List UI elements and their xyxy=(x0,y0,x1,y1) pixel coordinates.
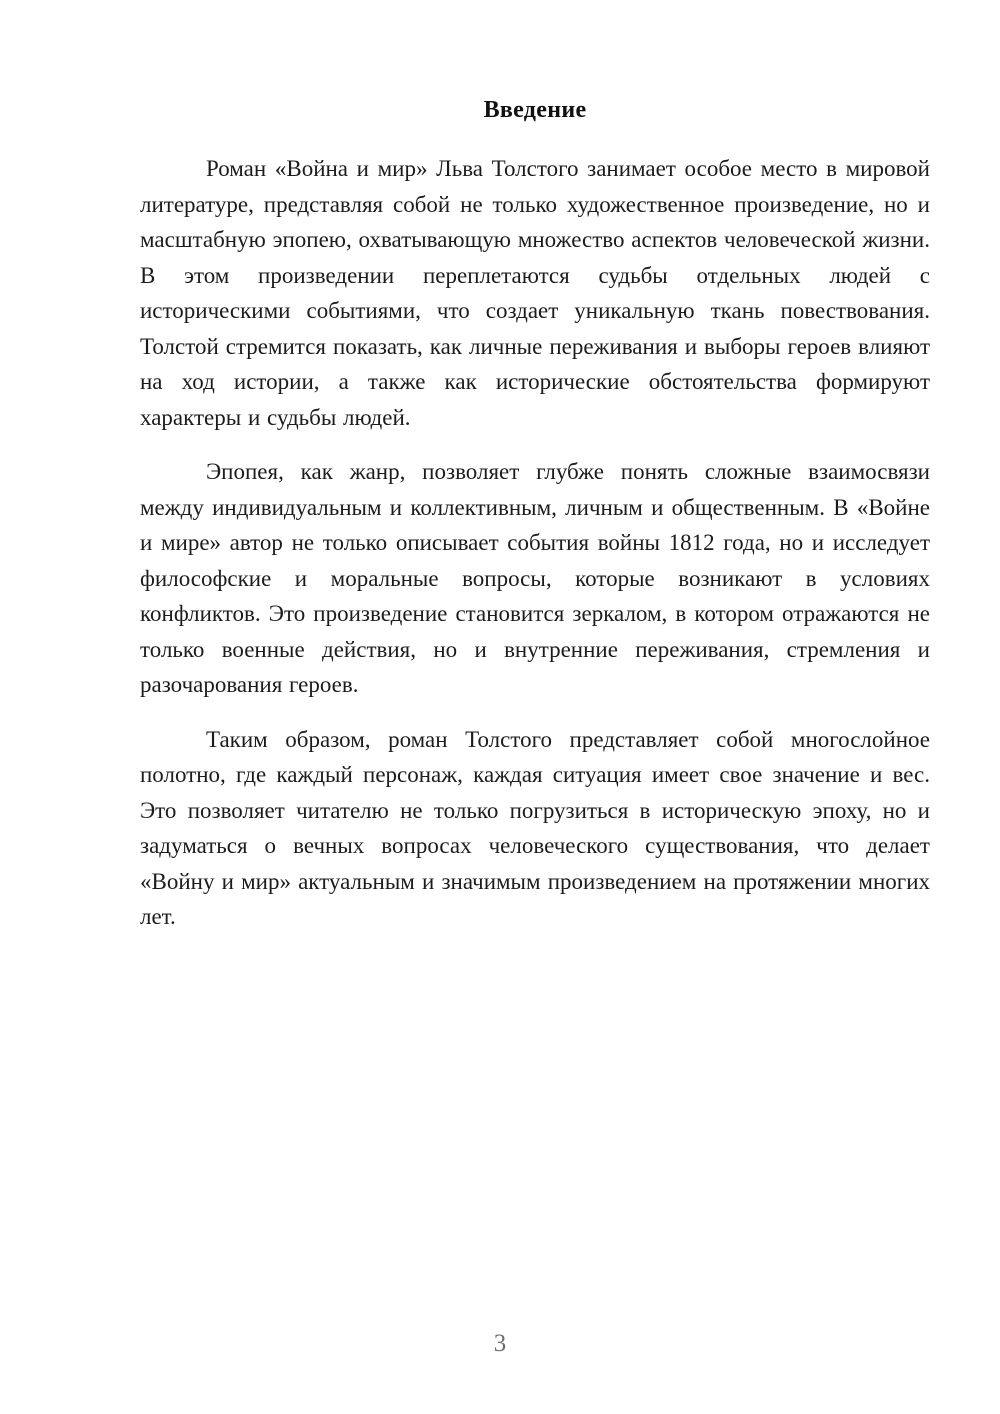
page-number: 3 xyxy=(493,1330,507,1357)
document-title: Введение xyxy=(483,97,587,123)
paragraph-3: Таким образом, роман Толстого представляет собой многослойное полотно, где каждый персонаж, каждая ситуация имеет свое значение и вес. Это позволяет читателю не только погрузиться в историческую эпоху, но и задуматься о вечных вопросах человеческого существования, что делает «Войну и мир» актуальным и значимым произведением на протяжении многих лет. xyxy=(140,726,930,929)
document-body xyxy=(140,95,930,954)
page-footer xyxy=(0,1330,1000,1358)
paragraph-1: Роман «Война и мир» Льва Толстого занимает особое место в мировой литературе, представляя собой не только художественное произведение, но и масштабную эпопею, охватывающую множество аспектов человеческой жизни. В этом произведении переплетаются судьбы отдельных людей с историческими событиями, что создает уникальную ткань повествования. Толстой стремится показать, как личные переживания и выборы героев влияют на ход истории, а также как исторические обстоятельства формируют характеры и судьбы людей. xyxy=(140,156,930,430)
paragraph-2: Эпопея, как жанр, позволяет глубже понять сложные взаимосвязи между индивидуальным и коллективным, личным и общественным. В «Войне и мире» автор не только описывает события войны 1812 года, но и исследует философские и моральные вопросы, которые возникают в условиях конфликтов. Это произведение становится зеркалом, в котором отражаются не только военные действия, но и внутренние переживания, стремления и разочарования героев. xyxy=(140,459,930,697)
